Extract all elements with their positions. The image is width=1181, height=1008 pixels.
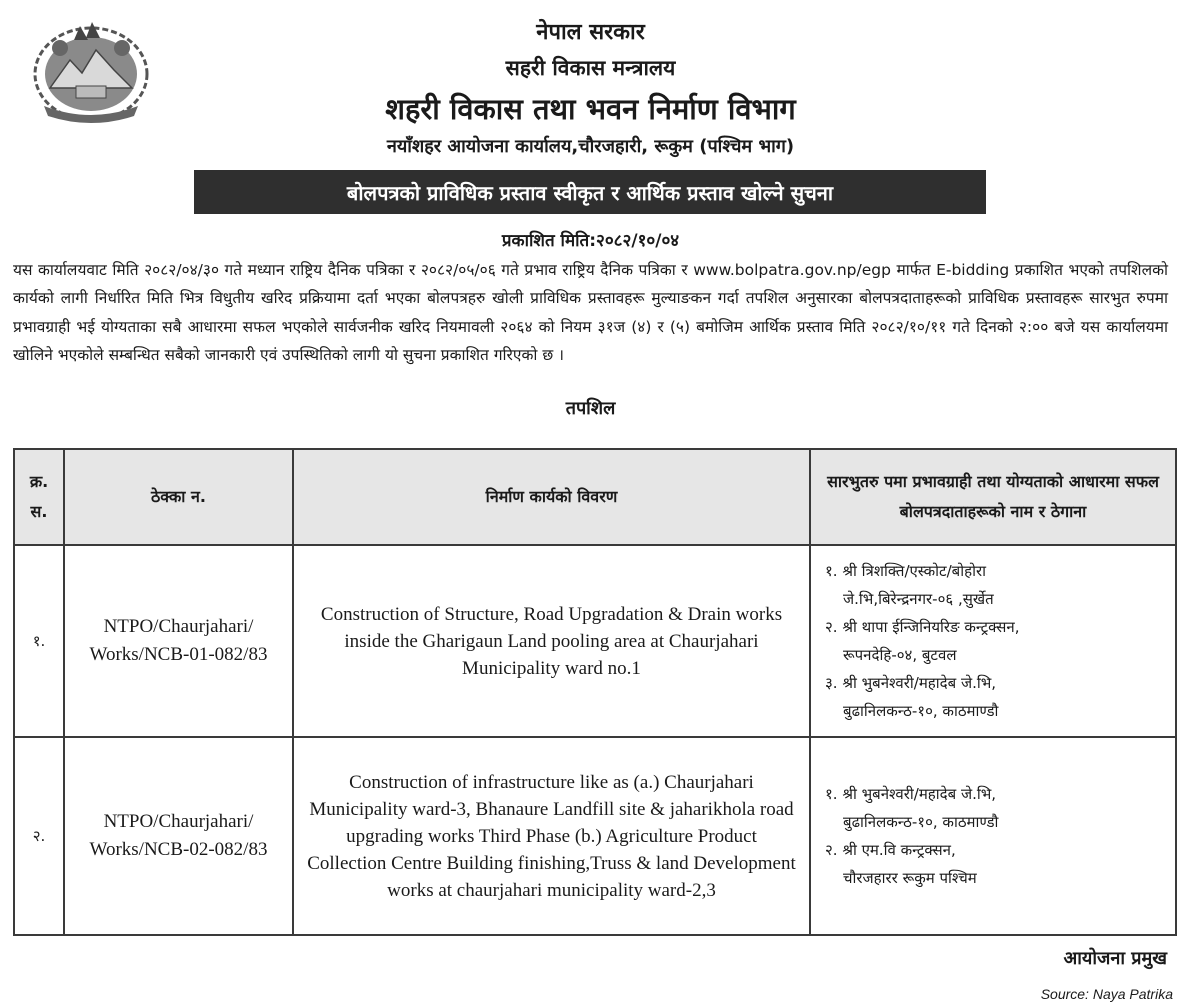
notice-paragraph: यस कार्यालयवाट मिति २०८२/०४/३० गते मध्यान राष्ट्रिय दैनिक पत्रिका र २०८२/०५/०६ गते प्रभाव राष्ट्रिय दैनिक पत्रिका र www.bolpatra.gov.np/egp मार्फत E-bidding प्रकाशित भएको तपशिलको कार्यको लागी निर्धारित मिति भित्र विधुतीय खरिद प्रक्रियामा दर्ता भएका बोलपत्रहरु खोली प्राविधिक प्रस्तावहरू मुल्याङकन गर्दा तपशिल अनुसारका बोलपत्रदाताहरूको प्राविधिक प्रस्तावहरू सारभुत रुपमा प्रभावग्राही भई योग्यताका सबै आधारमा सफल भएकोले सार्वजनीक खरिद नियमावली २०६४ को नियम ३१ज (४) र (५) बमोजिम आर्थिक प्रस्ताव मिति २०८२/१०/११ गते दिनको २:०० बजे यस कार्यालयमा खोलिने भएकोले सम्बन्धित सबैको जानकारी एवं उपस्थितिको लागी यो सुचना प्रकाशित गरिएको छ । xyxy=(13,261,1168,365)
contract-no-line: Works/NCB-01-082/83 xyxy=(89,644,268,665)
bidder-address: जे.भि,बिरेन्द्रनगर-०६ ,सुर्खेत xyxy=(843,590,994,608)
contract-no-line: NTPO/Chaurjahari/ xyxy=(103,616,254,637)
header-bidders: सारभुतरु पमा प्रभावग्राही तथा योग्यताको आधारमा सफल बोलपत्रदाताहरूको नाम र ठेगाना xyxy=(810,449,1176,545)
header-contract-no: ठेक्का न. xyxy=(64,449,293,545)
bidder-name: २. श्री थापा ईन्जिनियरिङ कन्ट्रक्सन, xyxy=(825,618,1020,636)
bidder-address: रूपनदेहि-०४, बुटवल xyxy=(843,646,957,664)
schedule-table xyxy=(13,448,1177,936)
bidder-address: बुढानिलकन्ठ-१०, काठमाण्डौ xyxy=(843,813,999,831)
cell-bidders xyxy=(810,737,1176,935)
bidder-name: ३. श्री भुबनेश्वरी/महादेब जे.भि, xyxy=(825,674,997,692)
notice-title: बोलपत्रको प्राविधिक प्रस्ताव स्वीकृत र आर्थिक प्रस्ताव खोल्ने सुचना xyxy=(346,180,834,205)
bidder-entry xyxy=(825,557,1175,613)
bidder-name: २. श्री एम.वि कन्ट्रक्सन, xyxy=(825,841,956,859)
header-sn: क्र. स. xyxy=(14,449,64,545)
source-credit: Source: Naya Patrika xyxy=(1040,986,1173,1002)
bidder-address: बुढानिलकन्ठ-१०, काठमाण्डौ xyxy=(843,702,999,720)
bidder-entry xyxy=(825,836,1175,892)
notice-title-banner xyxy=(194,170,986,214)
cell-description: Construction of Structure, Road Upgradation & Drain works inside the Gharigaun Land pooling area at Chaurjahari Municipality ward no.1 xyxy=(293,545,810,737)
table-row xyxy=(14,545,1176,737)
cell-description: Construction of infrastructure like as (a.) Chaurjahari Municipality ward-3, Bhanaure Landfill site & jaharikhola road upgrading works Third Phase (b.) Agriculture Product Collection Centre Building finishing,Truss & land Development works at chaurjahari municipality ward-2,3 xyxy=(293,737,810,935)
cell-contract-no xyxy=(64,545,293,737)
bidder-entry xyxy=(825,669,1175,725)
published-date: प्रकाशित मिति:२०८२/१०/०४ xyxy=(501,231,680,251)
ministry-title: सहरी विकास मन्त्रालय xyxy=(505,56,676,80)
bidder-entry xyxy=(825,780,1175,836)
bidder-address: चौरजहारर रूकुम पश्चिम xyxy=(843,869,977,887)
contract-no-line: Works/NCB-02-082/83 xyxy=(89,839,268,860)
department-title: शहरी विकास तथा भवन निर्माण विभाग xyxy=(385,92,796,126)
table-header-row xyxy=(14,449,1176,545)
schedule-heading: तपशिल xyxy=(565,398,616,419)
bidder-name: १. श्री भुबनेश्वरी/महादेब जे.भि, xyxy=(825,785,997,803)
table-row xyxy=(14,737,1176,935)
signatory: आयोजना प्रमुख xyxy=(1063,948,1167,969)
bidder-entry xyxy=(825,613,1175,669)
cell-sn: १. xyxy=(14,545,64,737)
cell-bidders xyxy=(810,545,1176,737)
header-description: निर्माण कार्यको विवरण xyxy=(293,449,810,545)
contract-no-line: NTPO/Chaurjahari/ xyxy=(103,811,254,832)
government-title: नेपाल सरकार xyxy=(536,20,645,45)
cell-sn: २. xyxy=(14,737,64,935)
cell-contract-no xyxy=(64,737,293,935)
office-title: नयाँशहर आयोजना कार्यालय,चौरजहारी, रूकुम (पश्चिम भाग) xyxy=(386,136,795,157)
bidder-name: १. श्री त्रिशक्ति/एस्कोट/बोहोरा xyxy=(825,562,986,580)
